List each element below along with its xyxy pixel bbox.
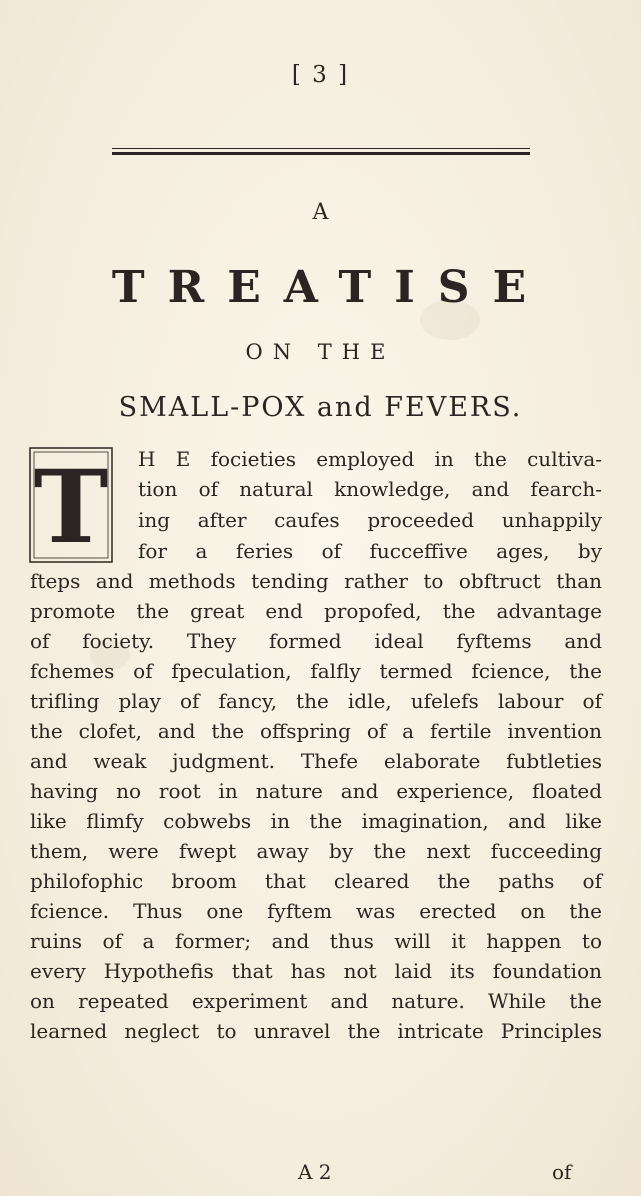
body-line: them, were fwept away by the next fucceeding bbox=[30, 839, 602, 863]
title-subject: SMALL-POX and FEVERS. bbox=[118, 392, 523, 423]
body-line: and weak judgment. Thefe elaborate fubtleties bbox=[30, 749, 602, 773]
title-article: A bbox=[312, 200, 329, 225]
body-line: ing after caufes proceeded unhappily bbox=[138, 508, 602, 532]
body-line: like flimfy cobwebs in the imagination, and like bbox=[30, 809, 602, 833]
body-line: fchemes of fpeculation, falfly termed fcience, the bbox=[30, 659, 602, 683]
signature-mark: A 2 bbox=[298, 1160, 332, 1184]
body-line: having no root in nature and experience, floated bbox=[30, 779, 602, 803]
body-line: promote the great end propofed, the advantage bbox=[30, 599, 602, 623]
header-rule-thin bbox=[112, 148, 530, 149]
header-rule-thick bbox=[112, 152, 530, 155]
body-line: philofophic broom that cleared the paths of bbox=[30, 869, 602, 893]
body-line: of fociety. They formed ideal fyftems and bbox=[30, 629, 602, 653]
body-line: learned neglect to unravel the intricate Principles bbox=[30, 1019, 602, 1043]
body-line: on repeated experiment and nature. While the bbox=[30, 989, 602, 1013]
body-line: fteps and methods tending rather to obftruct than bbox=[30, 569, 602, 593]
body-line: tion of natural knowledge, and fearch- bbox=[138, 477, 602, 501]
title-main: TREATISE bbox=[111, 262, 550, 313]
title-connector: ON THE bbox=[245, 340, 396, 364]
body-line: the clofet, and the offspring of a fertile invention bbox=[30, 719, 602, 743]
body-line: trifling play of fancy, the idle, ufelefs labour of bbox=[30, 689, 602, 713]
page-number: [ 3 ] bbox=[291, 62, 350, 88]
body-line: H E focieties employed in the cultiva- bbox=[138, 447, 602, 471]
drop-cap-letter: T bbox=[33, 448, 109, 564]
body-line: fcience. Thus one fyftem was erected on the bbox=[30, 899, 602, 923]
body-line: for a feries of fucceffive ages, by bbox=[138, 539, 602, 563]
drop-cap-ornament bbox=[28, 446, 114, 564]
body-line: every Hypothefis that has not laid its foundation bbox=[30, 959, 602, 983]
catchword: of bbox=[552, 1160, 572, 1184]
body-line: ruins of a former; and thus will it happen to bbox=[30, 929, 602, 953]
